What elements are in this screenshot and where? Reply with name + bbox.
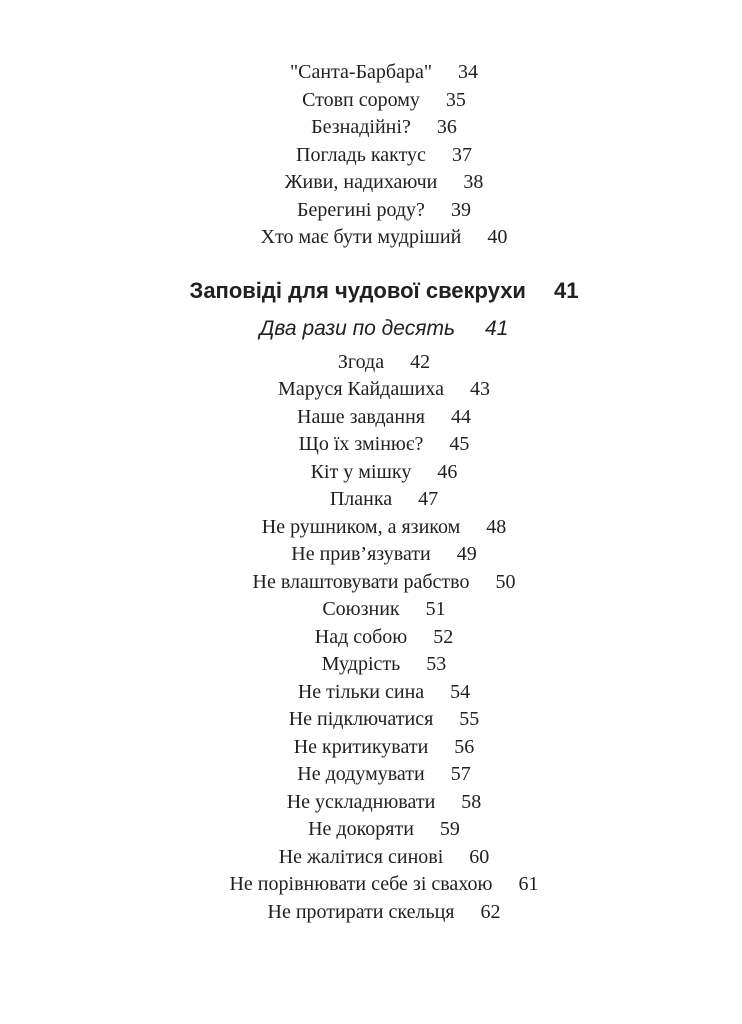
toc-entry-title: Стовп сорому bbox=[302, 88, 420, 111]
toc-entry bbox=[26, 871, 742, 899]
toc-entry-title: Наше завдання bbox=[297, 405, 425, 428]
toc-entry bbox=[26, 349, 742, 377]
toc-entry-title: Не жалітися синові bbox=[278, 845, 444, 868]
toc-entry-title: Не тільки сина bbox=[297, 680, 425, 703]
toc-entry-page-number: 54 bbox=[450, 680, 471, 703]
toc-entry bbox=[26, 431, 742, 459]
toc-entry-page-number: 57 bbox=[450, 763, 471, 785]
toc-entry-page-number: 47 bbox=[418, 488, 439, 510]
toc-entry-page-number: 43 bbox=[469, 378, 490, 400]
toc-entry-page-number: 40 bbox=[487, 226, 508, 248]
toc-entry-page-number: 62 bbox=[480, 900, 501, 923]
chapter-subheading-title: Два рази по десять bbox=[259, 316, 455, 340]
toc-entry-page-number: 59 bbox=[439, 818, 460, 840]
toc-entry bbox=[26, 816, 742, 844]
toc-entry bbox=[26, 59, 742, 87]
toc-entry-title: Безнадійні? bbox=[311, 116, 411, 138]
toc-entry-title: "Санта-Барбара" bbox=[289, 61, 433, 83]
toc-entry-page-number: 48 bbox=[486, 515, 507, 538]
toc-section-1 bbox=[26, 59, 742, 252]
toc-entry-title: Живи, надихаючи bbox=[284, 171, 438, 193]
toc-entry-title: Союзник bbox=[322, 598, 400, 620]
toc-entry-page-number: 49 bbox=[456, 543, 477, 565]
toc-entry-title: Не прив’язувати bbox=[291, 543, 431, 565]
toc-entry-page-number: 34 bbox=[458, 61, 479, 83]
toc-entry bbox=[26, 734, 742, 762]
toc-entry-page-number: 42 bbox=[410, 350, 431, 373]
toc-entry bbox=[26, 114, 742, 142]
toc-entry-page-number: 38 bbox=[463, 171, 484, 193]
toc-entry-page-number: 60 bbox=[469, 845, 490, 868]
toc-entry bbox=[26, 376, 742, 404]
toc-section-2 bbox=[26, 349, 742, 927]
toc-entry-page-number: 56 bbox=[454, 735, 475, 758]
toc-entry-title: Не протирати скельця bbox=[267, 900, 455, 923]
toc-entry-page-number: 36 bbox=[436, 116, 457, 138]
toc-entry bbox=[26, 706, 742, 734]
toc-entry bbox=[26, 459, 742, 487]
toc-entry bbox=[26, 87, 742, 115]
toc-entry bbox=[26, 761, 742, 789]
toc-entry-title: Кіт у мішку bbox=[310, 460, 412, 483]
toc-entry-title: Берегині роду? bbox=[297, 198, 425, 221]
toc-entry bbox=[26, 844, 742, 872]
toc-entry bbox=[26, 569, 742, 597]
toc-entry-title: Згода bbox=[337, 350, 385, 373]
toc-entry-page-number: 61 bbox=[518, 873, 539, 895]
chapter-heading-page-number: 41 bbox=[553, 277, 579, 303]
toc-entry-page-number: 53 bbox=[426, 653, 447, 675]
toc-entry-title: Хто має бути мудріший bbox=[260, 226, 462, 248]
toc-entry-page-number: 50 bbox=[495, 570, 516, 593]
toc-entry-title: Маруся Кайдашиха bbox=[278, 378, 444, 400]
toc-entry-page-number: 58 bbox=[461, 790, 482, 813]
chapter-subheading bbox=[26, 310, 742, 347]
toc-entry bbox=[26, 224, 742, 252]
toc-entry-title: Не підключатися bbox=[288, 708, 434, 730]
toc-entry-title: Планка bbox=[329, 488, 393, 510]
toc-entry-page-number: 35 bbox=[445, 88, 466, 111]
toc-entry-title: Не рушником, а язиком bbox=[261, 515, 461, 538]
toc-entry bbox=[26, 789, 742, 817]
toc-entry-page-number: 52 bbox=[433, 625, 454, 648]
toc-entry-title: Не влаштовувати рабство bbox=[252, 570, 470, 593]
toc-entry bbox=[26, 514, 742, 542]
toc-entry bbox=[26, 624, 742, 652]
toc-entry bbox=[26, 541, 742, 569]
toc-entry-page-number: 37 bbox=[451, 143, 472, 166]
toc-entry-title: Погладь кактус bbox=[296, 143, 426, 166]
toc-entry-page-number: 46 bbox=[437, 460, 458, 483]
toc-entry-title: Не порівнювати себе зі свахою bbox=[229, 873, 493, 895]
toc-entry bbox=[26, 404, 742, 432]
toc-entry bbox=[26, 486, 742, 514]
chapter-subheading-page-number: 41 bbox=[485, 316, 509, 340]
toc-entry-page-number: 39 bbox=[450, 198, 471, 221]
toc-entry-title: Над собою bbox=[314, 625, 408, 648]
toc-entry bbox=[26, 899, 742, 927]
toc-entry bbox=[26, 596, 742, 624]
chapter-heading-title: Заповіді для чудової свекрухи bbox=[189, 277, 526, 303]
toc-entry bbox=[26, 142, 742, 170]
toc-entry-title: Що їх змінює? bbox=[298, 433, 424, 455]
toc-entry bbox=[26, 169, 742, 197]
toc-entry bbox=[26, 651, 742, 679]
toc-entry-title: Не докоряти bbox=[308, 818, 414, 840]
toc-entry-title: Мудрість bbox=[321, 653, 401, 675]
toc-entry-page-number: 51 bbox=[425, 598, 446, 620]
toc-entry-title: Не додумувати bbox=[297, 763, 425, 785]
chapter-heading bbox=[26, 272, 742, 310]
toc-entry-title: Не ускладнювати bbox=[286, 790, 436, 813]
toc-entry bbox=[26, 679, 742, 707]
toc-entry bbox=[26, 197, 742, 225]
toc-entry-title: Не критикувати bbox=[293, 735, 429, 758]
toc-entry-page-number: 44 bbox=[450, 405, 471, 428]
toc-entry-page-number: 55 bbox=[459, 708, 480, 730]
toc-entry-page-number: 45 bbox=[449, 433, 470, 455]
